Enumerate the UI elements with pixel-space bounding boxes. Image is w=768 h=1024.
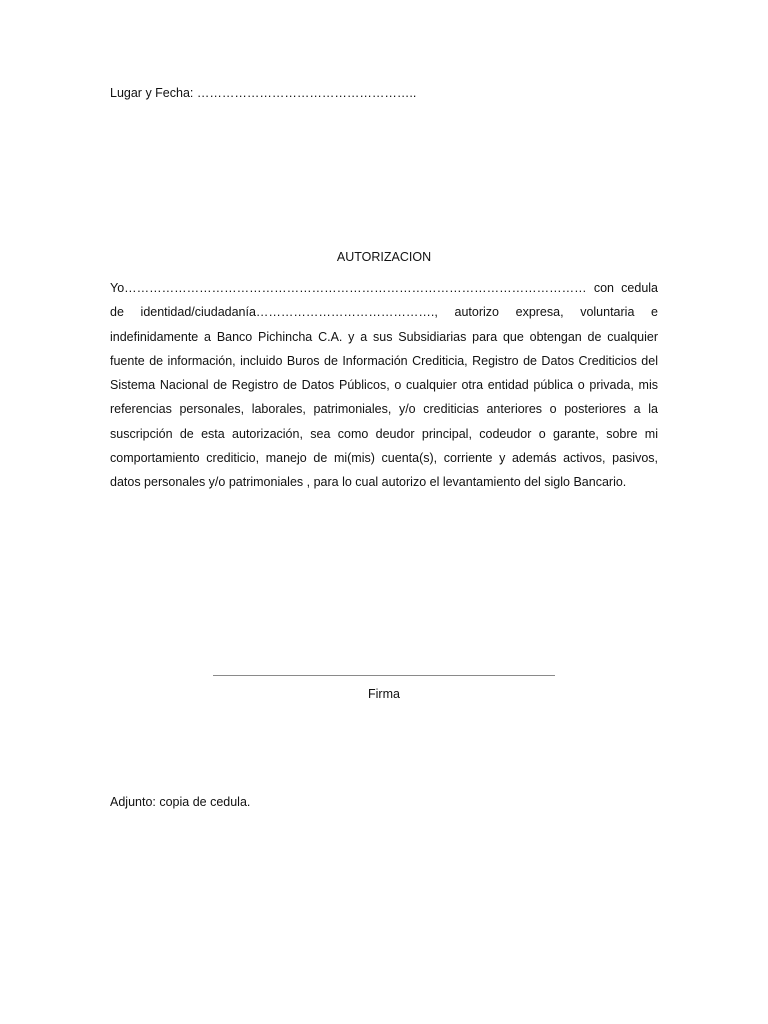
signature-label: Firma: [368, 687, 400, 701]
signature-line: [213, 675, 555, 676]
attachment-note: Adjunto: copia de cedula.: [110, 795, 251, 809]
authorization-body: Yo………………………………………………………………………………………………… con cedula de identidad/ciudadanía……………………………………., autorizo expresa, voluntaria e indefinidamente a Banco Pichincha C.A. y a sus Subsidiarias para que obtengan de cualquier fuente de información, incluido Buros de Información Crediticia, Registro de Datos Crediticios del Sistema Nacional de Registro de Datos Públicos, o cualquier otra entidad pública o privada, mis referencias personales, laborales, patrimoniales, y/o crediticias anteriores o posteriores a la suscripción de esta autorización, sea como deudor principal, codeudor o garante, sobre mi comportamiento crediticio, manejo de mi(mis) cuenta(s), corriente y además activos, pasivos, datos personales y/o patrimoniales , para lo cual autorizo el levantamiento del siglo Bancario.: [110, 281, 658, 490]
document-title: AUTORIZACION: [336, 250, 432, 264]
place-date-line: Lugar y Fecha: ……………………………………………..: [110, 86, 417, 100]
